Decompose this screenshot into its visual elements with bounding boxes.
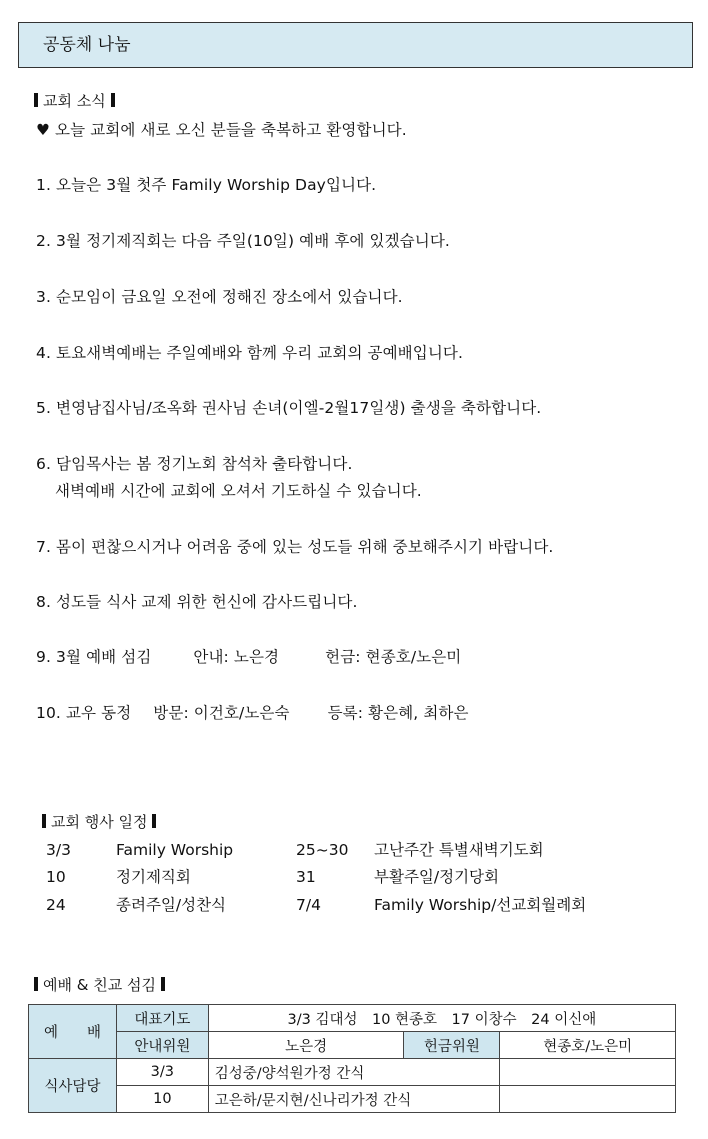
usher-label: 안내위원 [116,1032,208,1059]
item10-register: 등록: 황은혜, 최하은 [327,704,469,722]
news-item-5: 5. 변영남집사님/조옥화 권사님 손녀(이엘-2월17일생) 출생을 축하합니다. [36,399,542,417]
prayer-label: 대표기도 [116,1005,208,1032]
event-name: 고난주간 특별새벽기도회 [374,841,544,859]
event-name: Family Worship [116,841,234,859]
usher-name: 노은경 [208,1032,404,1059]
news-item-6: 6. 담임목사는 봄 정기노회 참석차 출타합니다. [36,455,353,473]
event-name: 부활주일/정기당회 [374,868,500,886]
welcome-line: ♥ 오늘 교회에 새로 오신 분들을 축복하고 환영합니다. [36,121,407,139]
offering-label: 헌금위원 [404,1032,500,1059]
meal-team: 김성중/양석원가정 간식 [208,1059,500,1086]
service-table [28,1004,676,1113]
item9-guide: 안내: 노은경 [193,648,280,666]
item9-label: 9. 3월 예배 섬김 [36,648,152,666]
offering-name: 현종호/노은미 [500,1032,676,1059]
news-section-title: 교회 소식 [34,91,115,111]
title-bar-left [34,93,38,107]
item10-visit: 방문: 이건호/노은숙 [153,704,290,722]
title-bar-right [161,977,165,991]
event-date: 3/3 [46,841,71,859]
meal-label: 식사담당 [29,1059,117,1113]
title-bar-right [111,93,115,107]
event-date: 7/4 [296,896,321,914]
news-item-9 [36,647,461,667]
events-section-title: 교회 행사 일정 [42,812,156,832]
meal-team: 고은하/문지현/신나리가정 간식 [208,1086,500,1113]
service-section-title: 예배 & 친교 섬김 [34,975,165,995]
page-title: 공동체 나눔 [43,35,131,55]
news-item-2: 2. 3월 정기제직회는 다음 주일(10일) 예배 후에 있겠습니다. [36,232,450,250]
title-bar-left [34,977,38,991]
meal-blank [500,1086,676,1113]
table-row [29,1032,676,1059]
item10-label: 10. 교우 동정 [36,704,132,722]
meal-date: 10 [116,1086,208,1113]
news-item-3: 3. 순모임이 금요일 오전에 정해진 장소에서 있습니다. [36,288,403,306]
table-row [29,1005,676,1032]
prayer-schedule: 3/3 김대성 10 현종호 17 이창수 24 이신애 [208,1005,675,1032]
event-name: Family Worship/선교회월례회 [374,896,587,914]
meal-date: 3/3 [116,1059,208,1086]
event-date: 25~30 [296,841,349,859]
table-row [29,1086,676,1113]
page-header [18,22,693,68]
title-bar-left [42,814,46,828]
news-item-6-continued: 새벽예배 시간에 교회에 오셔서 기도하실 수 있습니다. [55,482,422,500]
event-name: 정기제직회 [116,868,191,886]
news-item-1: 1. 오늘은 3월 첫주 Family Worship Day입니다. [36,176,377,194]
item9-offering: 헌금: 현종호/노은미 [325,648,462,666]
event-date: 31 [296,868,316,886]
worship-label: 예 배 [29,1005,117,1059]
event-date: 10 [46,868,66,886]
meal-blank [500,1059,676,1086]
table-row [29,1059,676,1086]
news-item-8: 8. 성도들 식사 교제 위한 헌신에 감사드립니다. [36,593,358,611]
title-bar-right [152,814,156,828]
event-name: 종려주일/성찬식 [116,896,227,914]
news-item-10 [36,703,469,723]
event-date: 24 [46,896,66,914]
news-item-7: 7. 몸이 편찮으시거나 어려움 중에 있는 성도들 위해 중보해주시기 바랍니다. [36,538,554,556]
news-item-4: 4. 토요새벽예배는 주일예배와 함께 우리 교회의 공예배입니다. [36,344,464,362]
